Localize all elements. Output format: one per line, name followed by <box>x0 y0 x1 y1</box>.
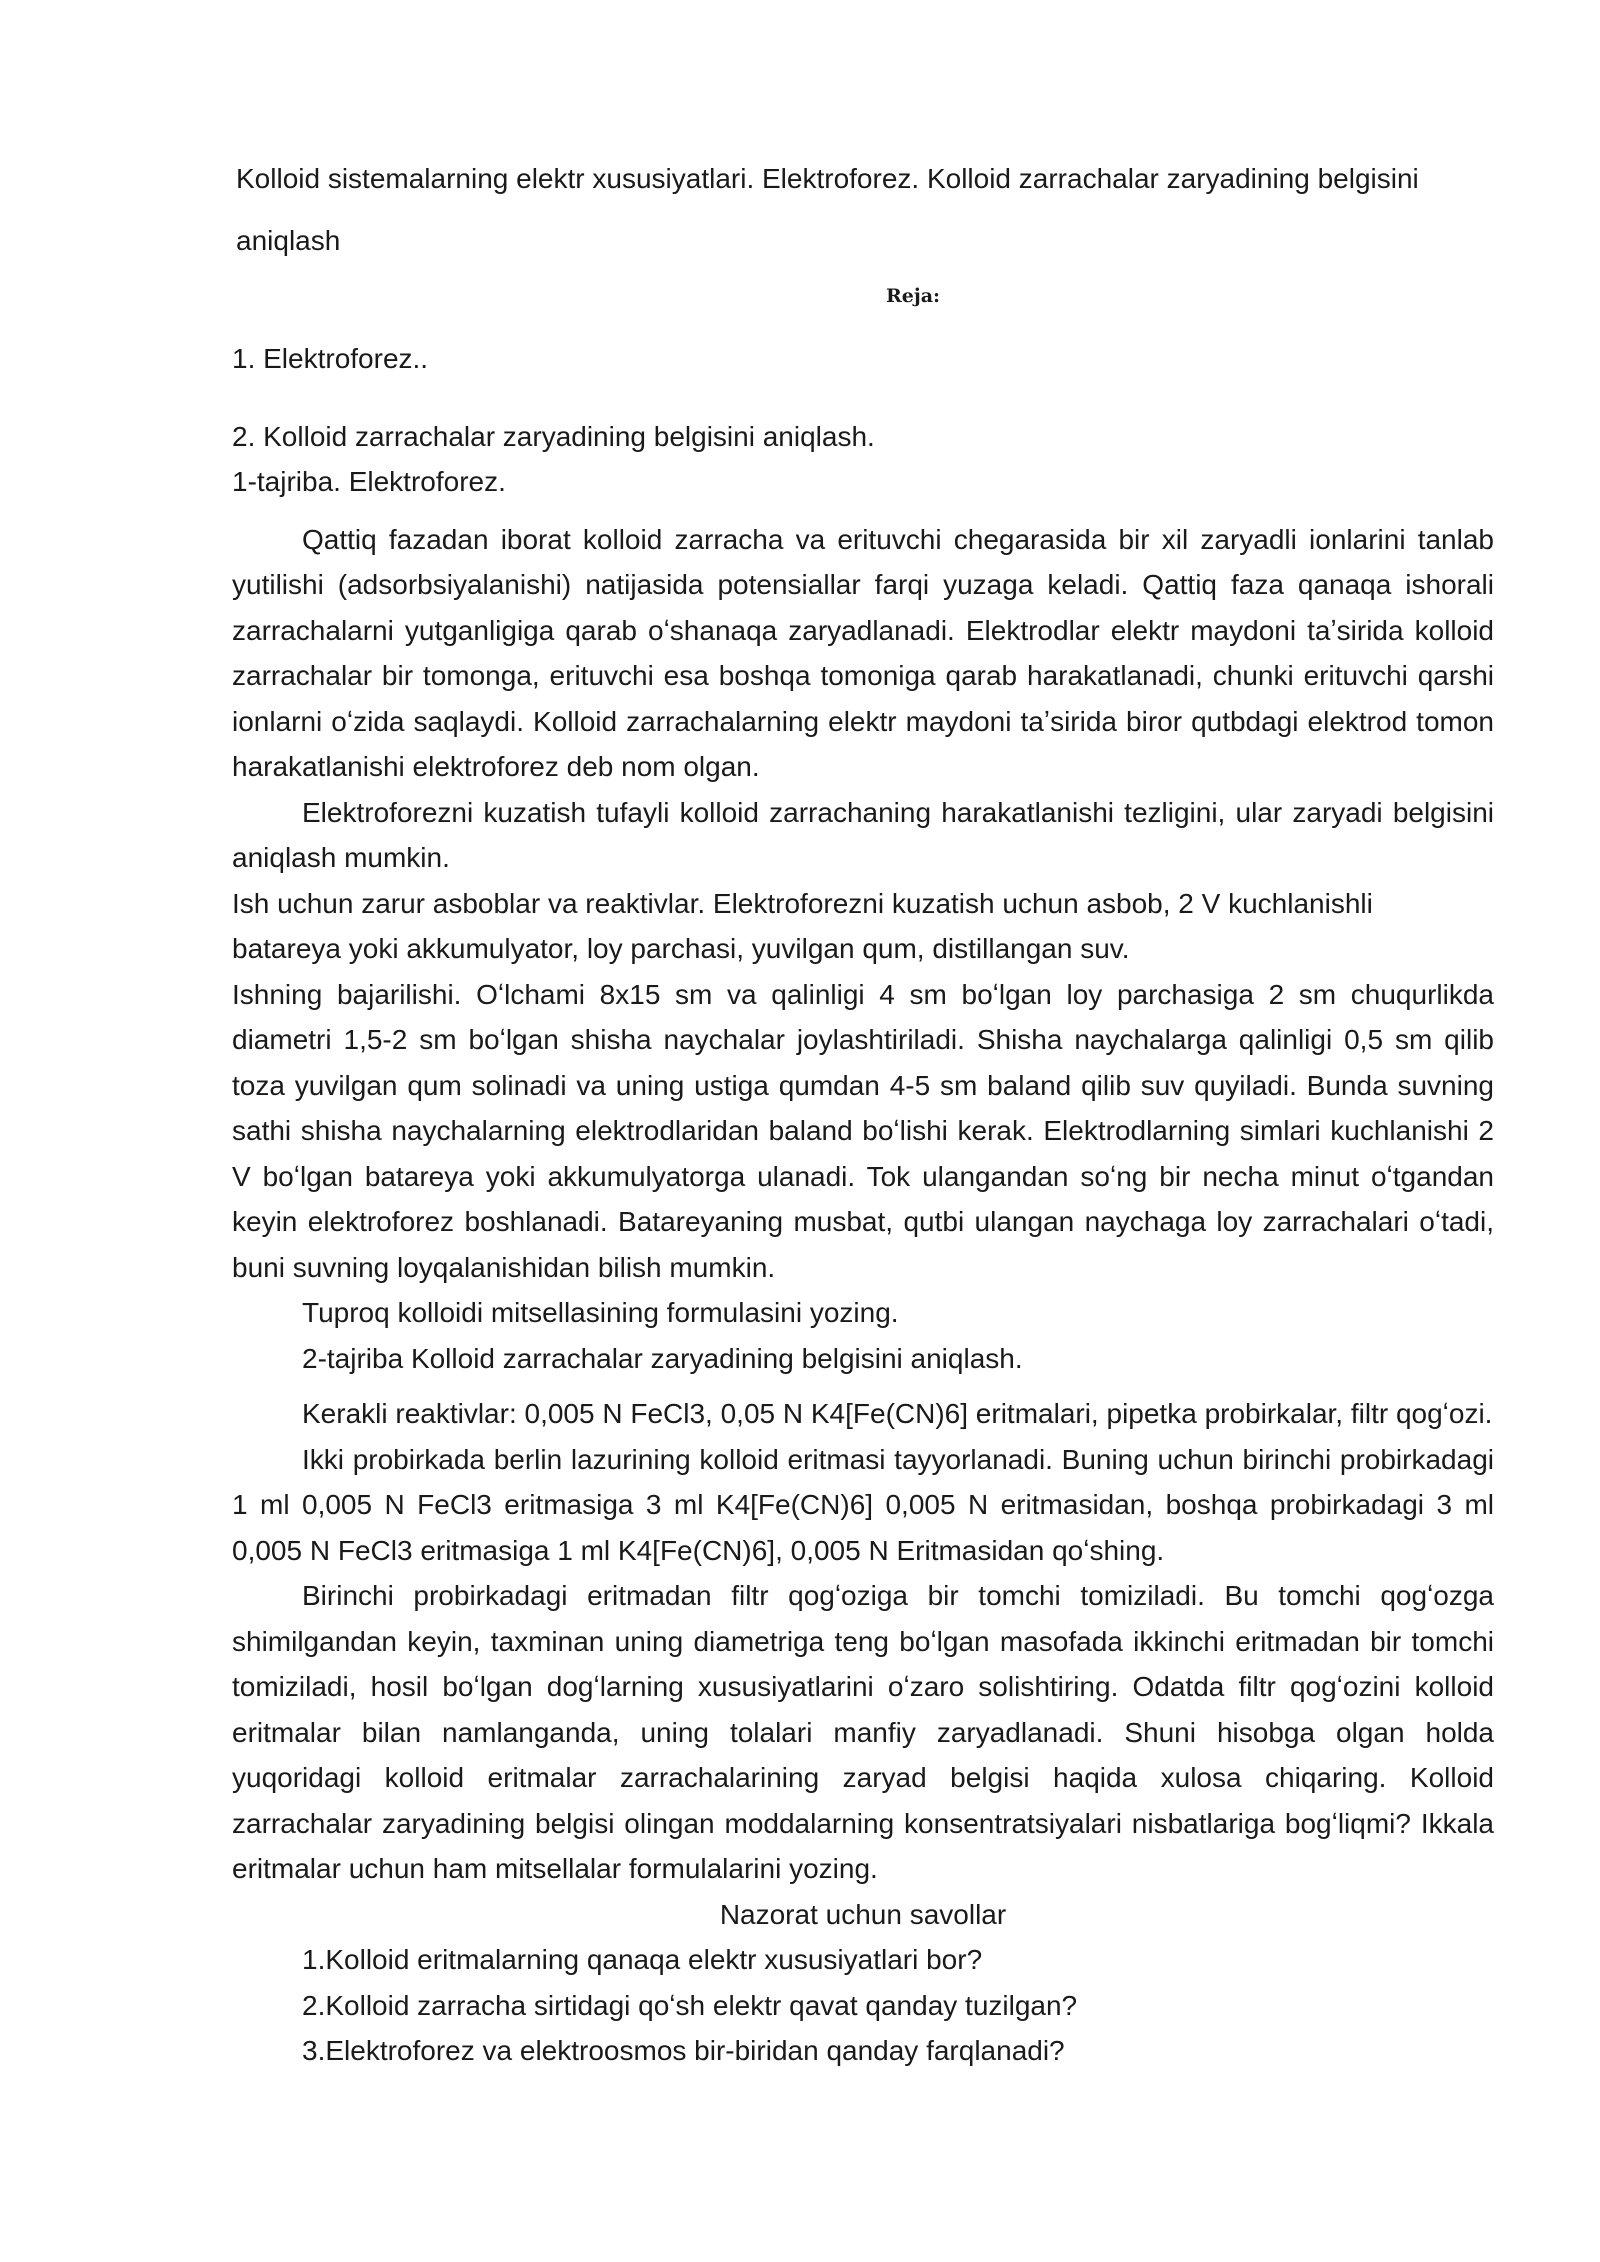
paragraph: Ikki probirkada berlin lazurining kolloid eritmasi tayyorlanadi. Buning uchun birinchi probirkadagi 1 ml 0,005 N FeCl3 eritmasiga 3 ml K4[Fe(CN)6] 0,005 N eritmasidan, boshqa probirkadagi 3 ml 0,005 N FeCl3 eritmasiga 1 ml K4[Fe(CN)6], 0,005 N Eritmasidan qoʻshing. <box>232 1443 1494 1566</box>
plan-item-2: 2. Kolloid zarrachalar zaryadining belgisini aniqlash. <box>232 421 875 452</box>
paragraph: Elektroforezni kuzatish tufayli kolloid zarrachaning harakatlanishi tezligini, ular zaryadi belgisini aniqlash mumkin. <box>232 796 1494 873</box>
experiment1-title: 1-tajriba. Elektroforez. <box>232 466 506 497</box>
plan-item-1: 1. Elektroforez.. <box>232 343 429 374</box>
plan-heading: Reja: <box>885 285 941 307</box>
question-item: 1.Kolloid eritmalarning qanaqa elektr xususiyatlari bor? <box>302 1944 983 1975</box>
question-item: 2.Kolloid zarracha sirtidagi qoʻsh elektr qavat qanday tuzilgan? <box>302 1989 1078 2021</box>
questions-heading: Nazorat uchun savollar <box>719 1898 1007 1930</box>
document-title: Kolloid sistemalarning elektr xususiyatlari. Elektroforez. Kolloid zarrachalar zaryadining belgisini aniqlash <box>236 163 1419 256</box>
equipment-line: Ish uchun zarur asboblar va reaktivlar. Elektroforezni kuzatish uchun asbob, 2 V kuchlanishli <box>232 887 1373 919</box>
paragraph: Kerakli reaktivlar: 0,005 N FeCl3, 0,05 N K4[Fe(CN)6] eritmalari, pipetka probirkalar, filtr qogʻozi. <box>302 1398 1493 1429</box>
task-line: Tuproq kolloidi mitsellasining formulasini yozing. <box>302 1297 899 1328</box>
paragraph: Birinchi probirkadagi eritmadan filtr qogʻoziga bir tomchi tomiziladi. Bu tomchi qogʻozga shimilgandan keyin, taxminan uning diametriga teng boʻlgan masofada ikkinchi eritmadan bir tomchi tomiziladi, hosil boʻlgan dogʻlarning xususiyatlarini oʻzaro solishtiring. Odatda filtr qogʻozini kolloid eritmalar bilan namlanganda, uning tolalari manfiy zaryadlanadi. Shuni hisobga olgan holda yuqoridagi kolloid eritmalar zarrachalarining zaryad belgisi haqida xulosa chiqaring. Kolloid zarrachalar zaryadining belgisi olingan moddalarning konsentratsiyalari nisbatlariga bogʻliqmi? Ikkala eritmalar uchun ham mitsellalar formulalarini yozing. <box>232 1580 1494 1884</box>
document-page <box>232 148 1494 2074</box>
procedure-paragraph: Ishning bajarilishi. Oʻlchami 8x15 sm va qalinligi 4 sm boʻlgan loy parchasiga 2 sm chuqurlikda diametri 1,5-2 sm boʻlgan shisha naychalar joylashtiriladi. Shisha naychalarga qalinligi 0,5 sm qilib toza yuvilgan qum solinadi va uning ustiga qumdan 4-5 sm baland qilib suv quyiladi. Bunda suvning sathi shisha naychalarning elektrodlaridan baland boʻlishi kerak. Elektrodlarning simlari kuchlanishi 2 V boʻlgan batareya yoki akkumulyatorga ulanadi. Tok ulangandan soʻng bir necha minut oʻtgandan keyin elektroforez boshlanadi. Batareyaning musbat, qutbi ulangan naychaga loy zarrachalari oʻtadi, buni suvning loyqalanishidan bilish mumkin. <box>232 978 1494 1283</box>
experiment2-title: 2-tajriba Kolloid zarrachalar zaryadining belgisini aniqlash. <box>302 1342 1023 1374</box>
equipment-line: batareya yoki akkumulyator, loy parchasi, yuvilgan qum, distillangan suv. <box>232 933 1130 964</box>
paragraph: Qattiq fazadan iborat kolloid zarracha va erituvchi chegarasida bir xil zaryadli ionlarini tanlab yutilishi (adsorbsiyalanishi) natijasida potensiallar farqi yuzaga keladi. Qattiq faza qanaqa ishorali zarrachalarni yutganligiga qarab oʻshanaqa zaryadlanadi. Elektrodlar elektr maydoni taʼsirida kolloid zarrachalar bir tomonga, erituvchi esa boshqa tomoniga qarab harakatlanadi, chunki erituvchi qarshi ionlarni oʻzida saqlaydi. Kolloid zarrachalarning elektr maydoni taʼsirida biror qutbdagi elektrod tomon harakatlanishi elektroforez deb nom olgan. <box>232 523 1494 782</box>
question-item: 3.Elektroforez va elektroosmos bir-biridan qanday farqlanadi? <box>302 2035 1065 2066</box>
